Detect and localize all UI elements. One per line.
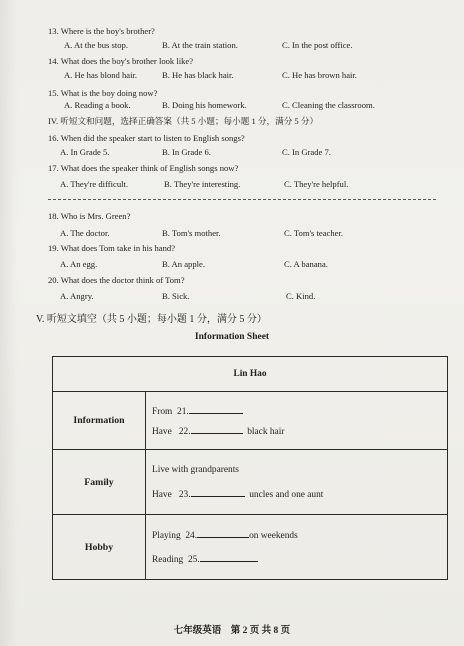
- option-c: C. In Grade 7.: [282, 147, 331, 157]
- blank-24[interactable]: [197, 527, 249, 538]
- option-a: A. An egg.: [60, 259, 98, 269]
- blank-22-number: 22.: [178, 426, 191, 437]
- option-a: A. In Grade 5.: [60, 147, 110, 157]
- blank-23-number: 23.: [178, 490, 191, 501]
- option-c: C. A banana.: [284, 259, 328, 269]
- option-a: A. The doctor.: [60, 228, 110, 238]
- options-20: [58, 291, 448, 303]
- information-sheet-title: Information Sheet: [194, 332, 270, 342]
- reading-line: [146, 551, 447, 567]
- page-shadow: [0, 0, 18, 646]
- option-b: B. They're interesting.: [164, 179, 241, 189]
- hobby-cell: [146, 515, 448, 580]
- playing-label: Playing: [152, 531, 181, 542]
- options-18: [58, 228, 448, 240]
- option-a: A. Reading a book.: [64, 100, 131, 110]
- from-label: From: [152, 406, 173, 417]
- blank-23[interactable]: [191, 486, 245, 497]
- blank-21-number: 21.: [177, 406, 189, 417]
- options-19: [58, 259, 448, 271]
- option-a: A. They're difficult.: [60, 179, 129, 189]
- blank-25[interactable]: [200, 551, 258, 562]
- family-cell: [146, 450, 448, 515]
- uncles-text: uncles and one aunt: [249, 490, 324, 501]
- page-footer: 七年级英语 第 2 页 共 8 页: [173, 626, 291, 636]
- options-16: [58, 147, 448, 159]
- dashed-divider: [48, 199, 436, 200]
- question-16: 16. When did the speaker start to listen to English songs?: [48, 133, 245, 143]
- option-b: B. Doing his homework.: [162, 100, 247, 110]
- option-a: A. Angry.: [60, 291, 94, 301]
- option-c: C. He has brown hair.: [282, 70, 357, 80]
- option-b: B. An apple.: [162, 259, 205, 269]
- weekends-text: on weekends: [249, 531, 298, 542]
- options-15: [58, 100, 448, 112]
- have-hair-line: [146, 423, 447, 439]
- information-sheet-table: [52, 356, 448, 580]
- blank-21[interactable]: [189, 403, 243, 414]
- options-17: [58, 179, 448, 191]
- reading-label: Reading: [152, 555, 184, 566]
- from-line: [146, 403, 447, 419]
- have-uncles-line: [146, 486, 447, 502]
- option-c: C. Tom's teacher.: [284, 228, 344, 238]
- option-b: B. In Grade 6.: [162, 147, 211, 157]
- option-b: B. Sick.: [162, 291, 190, 301]
- blank-22[interactable]: [191, 423, 243, 434]
- black-hair-text: black hair: [247, 426, 285, 437]
- question-17: 17. What does the speaker think of English songs now?: [48, 163, 239, 173]
- row-label-hobby: Hobby: [53, 515, 146, 580]
- option-c: C. In the post office.: [282, 40, 353, 50]
- option-a: A. He has blond hair.: [64, 70, 138, 80]
- options-13: [58, 40, 448, 52]
- section-4-heading: IV. 听短文和问题，选择正确答案（共 5 小题；每小题 1 分，满分 5 分）: [48, 116, 319, 126]
- option-a: A. At the bus stop.: [64, 40, 128, 50]
- question-13: 13. Where is the boy's brother?: [48, 26, 155, 36]
- option-c: C. Kind.: [286, 291, 316, 301]
- question-18: 18. Who is Mrs. Green?: [48, 211, 131, 221]
- live-with-line: Live with grandparents: [152, 465, 239, 476]
- section-5-heading: V. 听短文填空（共 5 小题；每小题 1 分，满分 5 分）: [36, 314, 267, 325]
- options-14: [58, 70, 448, 82]
- option-c: C. Cleaning the classroom.: [282, 100, 375, 110]
- question-20: 20. What does the doctor think of Tom?: [48, 275, 185, 285]
- blank-25-number: 25.: [187, 555, 200, 566]
- question-19: 19. What does Tom take in his hand?: [48, 243, 176, 253]
- option-b: B. He has black hair.: [162, 70, 234, 80]
- information-cell: [146, 392, 448, 450]
- have-label: Have: [152, 426, 172, 437]
- blank-24-number: 24.: [185, 531, 198, 542]
- question-15: 15. What is the boy doing now?: [48, 88, 158, 98]
- have-label: Have: [152, 490, 172, 501]
- question-14: 14. What does the boy's brother look like?: [48, 56, 194, 66]
- table-header-name: Lin Hao: [53, 357, 448, 392]
- option-b: B. Tom's mother.: [162, 228, 221, 238]
- row-label-family: Family: [53, 450, 146, 515]
- playing-line: [146, 527, 447, 543]
- row-label-information: Information: [53, 392, 146, 450]
- option-c: C. They're helpful.: [284, 179, 349, 189]
- option-b: B. At the train station.: [162, 40, 238, 50]
